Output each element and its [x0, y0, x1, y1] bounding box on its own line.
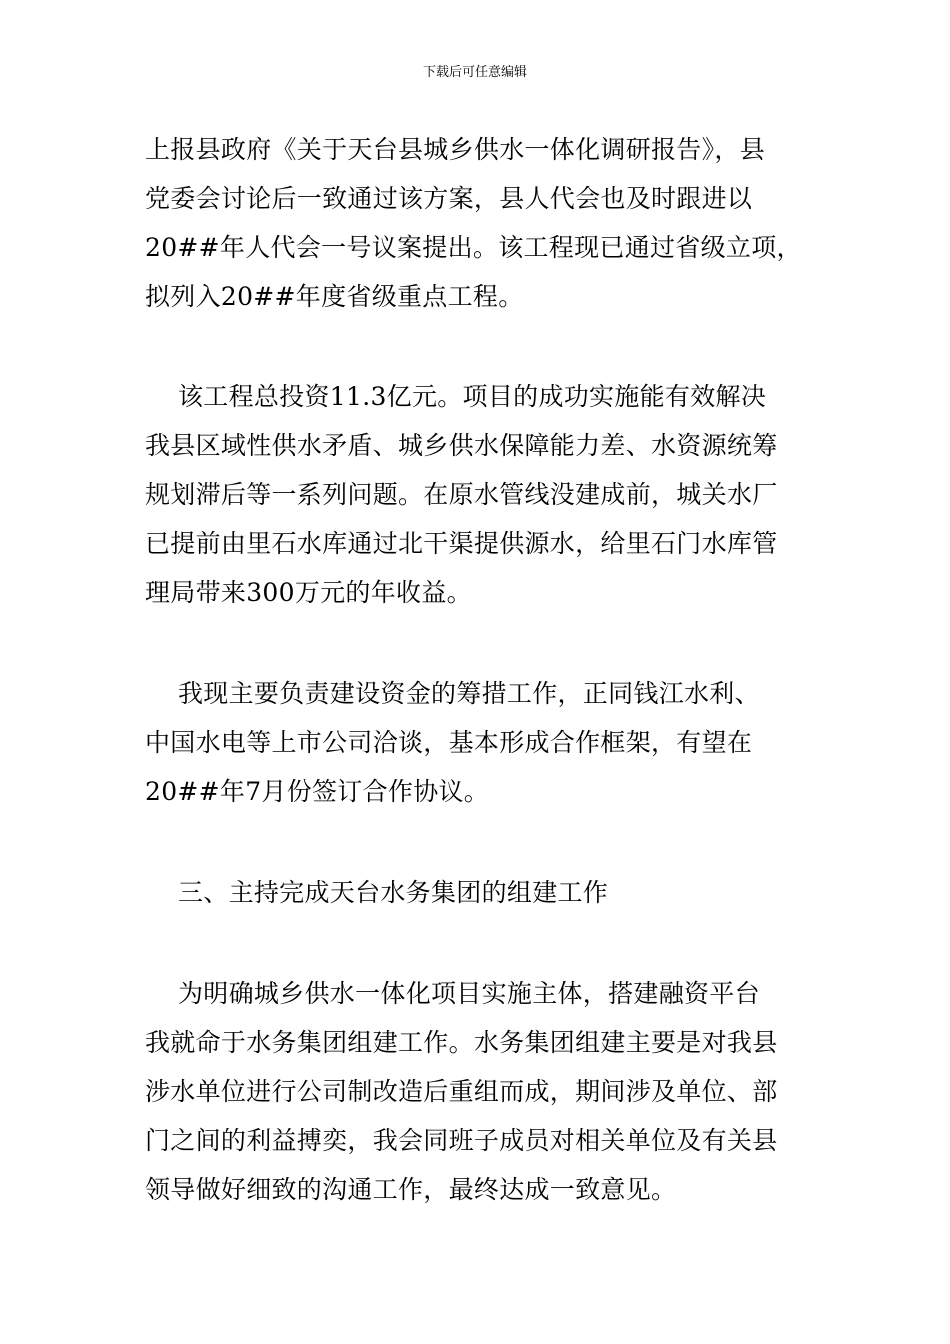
paragraph-3-line-2: 中国水电等上市公司洽谈，基本形成合作框架，有望在 [145, 728, 753, 757]
paragraph-2-line-5: 理局带来300万元的年收益。 [145, 578, 472, 607]
paragraph-2-line-1: 该工程总投资11.3亿元。项目的成功实施能有效解决 [145, 382, 767, 411]
paragraph-1-line-4: 拟列入20##年度省级重点工程。 [145, 282, 524, 311]
paragraph-2-line-2: 我县区域性供水矛盾、城乡供水保障能力差、水资源统筹 [145, 431, 778, 460]
paragraph-4-line-5: 领导做好细致的沟通工作，最终达成一致意见。 [145, 1175, 677, 1204]
page-header: 下载后可任意编辑 [422, 65, 527, 80]
paragraph-4-line-4: 门之间的利益搏奕，我会同班子成员对相关单位及有关县 [145, 1126, 778, 1155]
paragraph-4-line-1: 为明确城乡供水一体化项目实施主体，搭建融资平台 [145, 979, 760, 1008]
paragraph-3-line-3: 20##年7月份签订合作协议。 [145, 777, 490, 806]
paragraph-4-line-3: 涉水单位进行公司制改造后重组而成，期间涉及单位、部 [145, 1077, 778, 1106]
section-heading: 三、主持完成天台水务集团的组建工作 [145, 878, 609, 907]
paragraph-2-line-4: 已提前由里石水库通过北干渠提供源水，给里石门水库管 [145, 529, 778, 558]
paragraph-2-line-3: 规划滞后等一系列问题。在原水管线没建成前，城关水厂 [145, 480, 778, 509]
paragraph-4-line-2: 我就命于水务集团组建工作。水务集团组建主要是对我县 [145, 1028, 778, 1057]
paragraph-3-line-1: 我现主要负责建设资金的筹措工作，正同钱江水利、 [145, 679, 760, 708]
paragraph-1-line-3: 20##年人代会一号议案提出。该工程现已通过省级立项， [145, 233, 802, 262]
paragraph-1-line-2: 党委会讨论后一致通过该方案，县人代会也及时跟进以 [145, 184, 753, 213]
paragraph-1-line-1: 上报县政府《关于天台县城乡供水一体化调研报告》，县 [145, 135, 766, 164]
